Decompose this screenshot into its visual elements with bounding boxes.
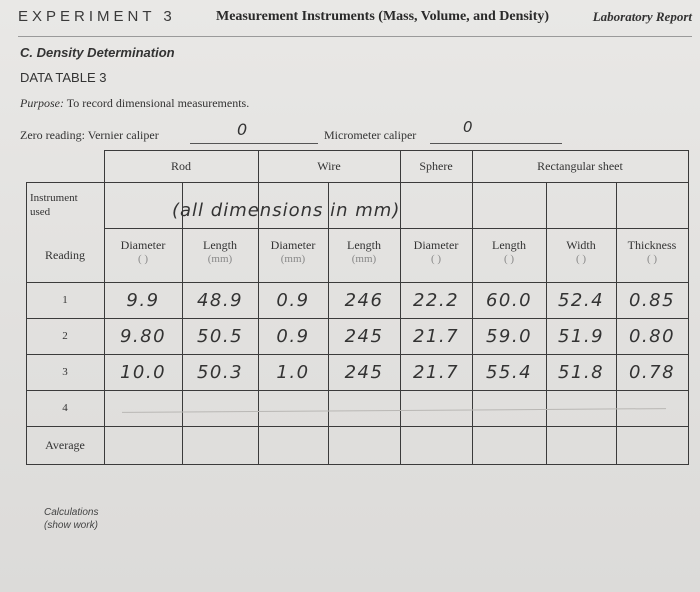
purpose-line [20, 96, 249, 111]
column-header-unit: ( ) [430, 253, 442, 265]
column-header-label: Length [492, 238, 526, 252]
column-header-label: Diameter [270, 238, 316, 252]
table-cell-value: 0.9 [276, 325, 310, 347]
table-cell-value: 246 [344, 289, 384, 311]
group-header-sphere: Sphere [419, 159, 453, 173]
data-table-3 [26, 150, 694, 470]
report-type: Laboratory Report [592, 9, 692, 24]
table-cell-value: 0.9 [276, 289, 310, 311]
table-cell-value [108, 390, 178, 426]
group-header-wire: Wire [317, 159, 341, 173]
table-rule-horizontal [26, 182, 689, 183]
table-cell-value: 9.80 [119, 325, 167, 347]
table-rule-vertical [472, 150, 473, 465]
column-header-unit: ( ) [575, 253, 587, 265]
table-cell-value: 51.9 [557, 325, 605, 347]
group-header-rectangular-sheet: Rectangular sheet [537, 159, 623, 173]
data-table-label: DATA TABLE 3 [20, 70, 107, 85]
column-header-unit: (mm) [351, 253, 377, 265]
header-rule [18, 36, 692, 37]
table-rule-horizontal [26, 426, 689, 427]
micrometer-label: Micrometer caliper [324, 128, 417, 142]
table-cell-value: 52.4 [557, 289, 605, 311]
column-header-label: Diameter [413, 238, 459, 252]
micrometer-blank-line [430, 143, 562, 144]
table-rule-vertical [688, 150, 689, 465]
table-cell-value: 59.0 [485, 325, 533, 347]
column-header [104, 238, 182, 274]
table-cell-value: 21.7 [412, 361, 460, 383]
column-header-unit: (mm) [207, 253, 233, 265]
column-header [616, 238, 688, 274]
reading-number: 1 [62, 294, 68, 306]
table-cell-value [186, 390, 254, 426]
reading-label: Reading [45, 248, 85, 262]
table-cell-value [332, 390, 396, 426]
average-label: Average [45, 438, 85, 452]
table-rule-vertical [616, 182, 617, 465]
column-header [472, 238, 546, 274]
table-cell-value [476, 390, 542, 426]
table-cell-value [262, 390, 324, 426]
table-rule-horizontal [26, 464, 689, 465]
column-header [400, 238, 472, 274]
table-rule-vertical [104, 150, 105, 465]
vernier-zero-value: 0 [237, 120, 248, 139]
table-cell-value [404, 390, 468, 426]
table-cell-value: 51.8 [557, 361, 605, 383]
column-header-unit: (mm) [280, 253, 306, 265]
table-rule-vertical [546, 182, 547, 465]
table-cell-value: 1.0 [276, 361, 310, 383]
table-cell-value: 22.2 [412, 289, 460, 311]
column-header-label: Thickness [627, 238, 677, 252]
reading-number: 4 [62, 402, 68, 414]
table-cell-value: 0.80 [628, 325, 676, 347]
calculations-subtitle: (show work) [44, 520, 98, 531]
table-cell-value: 245 [344, 361, 384, 383]
purpose-label: Purpose: [20, 96, 64, 110]
table-cell-value: 50.3 [196, 361, 244, 383]
section-title: C. Density Determination [20, 45, 175, 60]
table-rule-vertical [258, 150, 259, 465]
table-cell-value: 60.0 [485, 289, 533, 311]
column-header-unit: ( ) [137, 253, 149, 265]
reading-number: 3 [62, 366, 68, 378]
table-rule-vertical [182, 182, 183, 465]
column-header [328, 238, 400, 274]
table-rule-horizontal [104, 228, 689, 229]
column-header-label: Length [347, 238, 381, 252]
table-rule-vertical [328, 182, 329, 465]
instrument-used-label: Instrument used [30, 192, 78, 218]
group-header-rod: Rod [170, 159, 191, 173]
column-header-label: Width [566, 238, 596, 252]
table-cell-value: 55.4 [485, 361, 533, 383]
column-header [182, 238, 258, 274]
column-header-unit: ( ) [503, 253, 515, 265]
column-header [258, 238, 328, 274]
table-cell-value: 9.9 [126, 289, 160, 311]
column-header-label: Length [203, 238, 237, 252]
calculations-title: Calculations [44, 507, 99, 518]
zero-reading-label: Zero reading: Vernier caliper [20, 128, 159, 142]
table-cell-value: 50.5 [196, 325, 244, 347]
micrometer-zero-value: 0 [463, 118, 473, 136]
experiment-number: EXPERIMENT 3 [18, 8, 176, 25]
table-cell-value: 48.9 [196, 289, 244, 311]
table-cell-value: 245 [344, 325, 384, 347]
calculations-label [44, 506, 98, 532]
column-header-label: Diameter [120, 238, 166, 252]
column-header-unit: ( ) [646, 253, 658, 265]
column-header [546, 238, 616, 274]
report-header [18, 8, 692, 30]
purpose-text: To record dimensional measurements. [64, 96, 250, 110]
instrument-note-handwritten: (all dimensions in mm) [172, 200, 401, 221]
table-rule-vertical [400, 150, 401, 465]
reading-number: 2 [62, 330, 68, 342]
experiment-title: Measurement Instruments (Mass, Volume, and Density) [216, 9, 550, 24]
table-cell-value: 10.0 [119, 361, 167, 383]
table-cell-value: 0.78 [628, 361, 676, 383]
vernier-blank-line [190, 143, 318, 144]
table-cell-value: 0.85 [628, 289, 676, 311]
table-cell-value: 21.7 [412, 325, 460, 347]
